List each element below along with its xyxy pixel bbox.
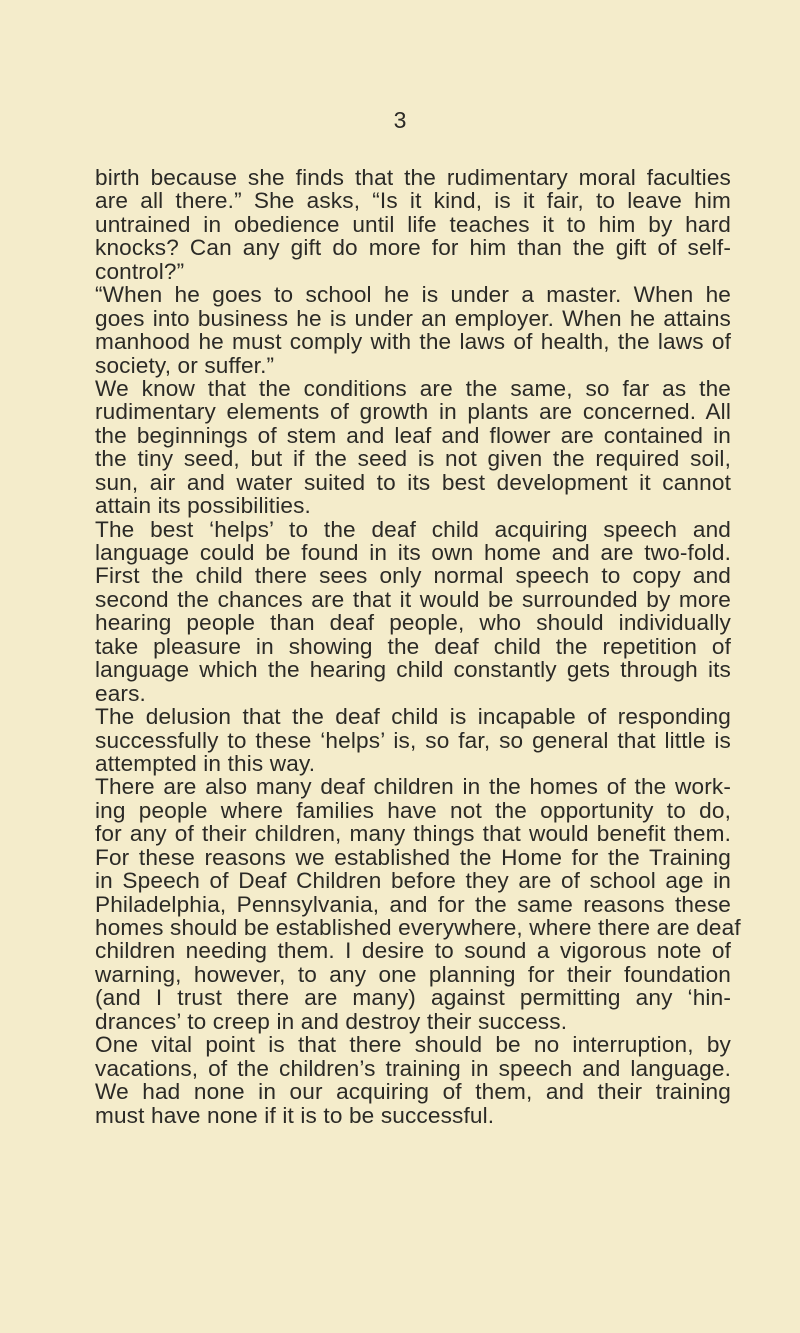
text-line: rudimentary elements of growth in plants are concerned. All	[95, 399, 731, 425]
text-line: (and I trust there are many) against permitting any ‘hin-	[95, 985, 731, 1011]
text-line: second the chances are that it would be surrounded by more	[95, 586, 731, 612]
text-line: warning, however, to any one planning for their foundation	[95, 961, 731, 987]
text-line: successfully to these ‘helps’ is, so far, so general that little is	[95, 727, 731, 753]
text-line: birth because she finds that the rudimentary moral faculties	[95, 165, 731, 190]
text-line: We know that the conditions are the same, so far as the	[95, 375, 731, 401]
text-line: First the child there sees only normal speech to copy and	[95, 563, 731, 589]
text-line: language which the hearing child constantly gets through its	[95, 657, 731, 683]
text-line: hearing people than deaf people, who should individually	[95, 610, 731, 636]
text-line: homes should be established everywhere, where there are deaf	[95, 915, 741, 940]
text-line: Philadelphia, Pennsylvania, and for the same reasons these	[95, 891, 731, 917]
body-text	[95, 165, 741, 1128]
text-line: The best ‘helps’ to the deaf child acquiring speech and	[95, 516, 731, 542]
text-line: must have none if it is to be successful.	[95, 1102, 495, 1128]
text-line: for any of their children, many things that would benefit them.	[95, 821, 731, 847]
text-line: the tiny seed, but if the seed is not given the required soil,	[95, 446, 731, 472]
text-line: attain its possibilities.	[95, 493, 311, 519]
text-line: drances’ to creep in and destroy their success.	[95, 1008, 568, 1034]
text-line: One vital point is that there should be no interruption, by	[95, 1032, 731, 1058]
text-line: vacations, of the children’s training in speech and language.	[95, 1055, 731, 1081]
text-line: ears.	[95, 680, 146, 706]
text-line: attempted in this way.	[95, 750, 316, 776]
text-line: The delusion that the deaf child is incapable of responding	[95, 704, 731, 730]
text-line: the beginnings of stem and leaf and flower are contained in	[95, 422, 731, 448]
text-line: control?”	[95, 258, 185, 284]
text-line: society, or suffer.”	[95, 352, 275, 378]
text-line: in Speech of Deaf Children before they are of school age in	[95, 868, 731, 894]
text-line: children needing them. I desire to sound a vigorous note of	[95, 938, 731, 964]
text-line: take pleasure in showing the deaf child the repetition of	[95, 633, 731, 659]
page-number: 3	[393, 107, 407, 133]
text-line: For these reasons we established the Home for the Training	[95, 844, 731, 870]
text-line: We had none in our acquiring of them, and their training	[95, 1079, 731, 1105]
text-line: “When he goes to school he is under a master. When he	[95, 282, 731, 308]
text-line: knocks? Can any gift do more for him than the gift of self-	[95, 235, 731, 261]
text-line: language could be found in its own home and are two-fold.	[95, 540, 731, 565]
text-line: ing people where families have not the opportunity to do,	[95, 797, 731, 823]
text-line: goes into business he is under an employer. When he attains	[95, 305, 731, 331]
text-line: There are also many deaf children in the homes of the work-	[95, 774, 731, 800]
text-line: manhood he must comply with the laws of health, the laws of	[95, 329, 731, 355]
text-line: sun, air and water suited to its best development it cannot	[95, 469, 731, 495]
text-line: are all there.” She asks, “Is it kind, is it fair, to leave him	[95, 188, 731, 214]
text-line: untrained in obedience until life teaches it to him by hard	[95, 211, 731, 237]
